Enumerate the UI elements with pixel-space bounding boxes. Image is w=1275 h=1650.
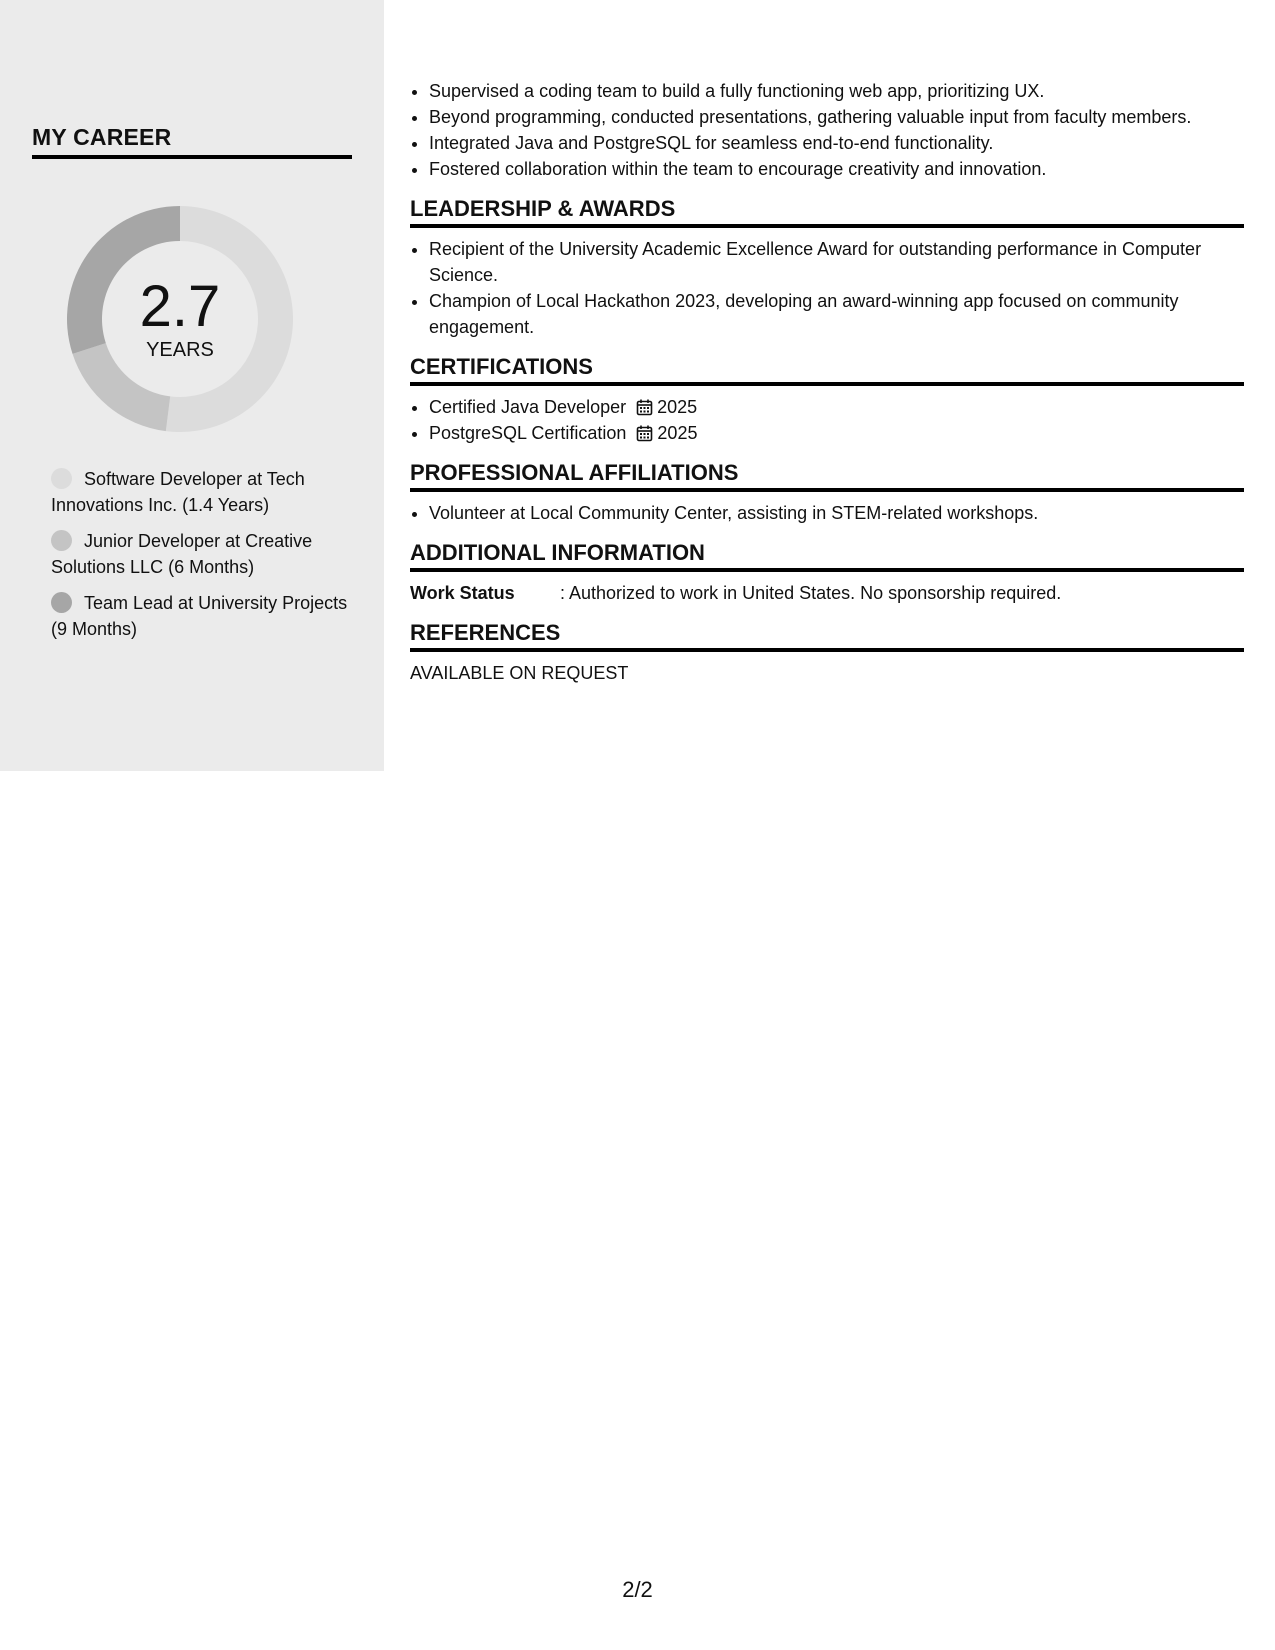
references-text: AVAILABLE ON REQUEST: [410, 663, 629, 683]
references-heading: REFERENCES: [410, 620, 1244, 652]
additional-info-heading: ADDITIONAL INFORMATION: [410, 540, 1244, 572]
total-years-unit: YEARS: [146, 339, 214, 361]
page-number: 2/2: [622, 1577, 653, 1602]
bullet-item: • Fostered collaboration within the team to encourage creativity and innovation.: [429, 156, 1244, 182]
leadership-list: [410, 236, 1244, 340]
work-status-label: Work Status: [410, 583, 515, 603]
legend-swatch-icon: [51, 468, 72, 489]
resume-main-column: [410, 78, 1244, 686]
legend-item: [51, 590, 351, 642]
certification-year: 2025: [657, 397, 698, 417]
legend-item: [51, 466, 351, 518]
career-donut-chart: [65, 204, 295, 434]
legend-label: Team Lead at University Projects (9 Months): [51, 593, 348, 639]
work-status-value: : Authorized to work in United States. No sponsorship required.: [560, 583, 1062, 603]
bullet-item: • Recipient of the University Academic Excellence Award for outstanding performance in Computer Science.: [429, 236, 1244, 288]
career-sidebar: [0, 0, 384, 771]
legend-label: Software Developer at Tech Innovations Inc. (1.4 Years): [51, 469, 305, 515]
affiliations-list: [410, 500, 1244, 526]
certification-item: [429, 394, 1244, 420]
certifications-heading: CERTIFICATIONS: [410, 354, 1244, 386]
legend-swatch-icon: [51, 592, 72, 613]
experience-bullets: [410, 78, 1244, 182]
bullet-item: • Supervised a coding team to build a fully functioning web app, prioritizing UX.: [429, 78, 1244, 104]
certification-name: Certified Java Developer: [429, 397, 627, 417]
bullet-item: • Champion of Local Hackathon 2023, developing an award-winning app focused on community engagement.: [429, 288, 1244, 340]
bullet-item: • Integrated Java and PostgreSQL for seamless end-to-end functionality.: [429, 130, 1244, 156]
work-status-row: [410, 580, 1244, 606]
certification-name: PostgreSQL Certification: [429, 423, 627, 443]
bullet-item: • Beyond programming, conducted presentations, gathering valuable input from faculty members.: [429, 104, 1244, 130]
leadership-heading: LEADERSHIP & AWARDS: [410, 196, 1244, 228]
bullet-item: • Volunteer at Local Community Center, assisting in STEM-related workshops.: [429, 500, 1244, 526]
career-title: MY CAREER: [32, 124, 352, 159]
calendar-icon: [636, 425, 653, 442]
certifications-list: [410, 394, 1244, 446]
calendar-icon: [636, 399, 653, 416]
career-legend: [51, 466, 351, 652]
total-years-value: 2.7: [139, 274, 221, 339]
legend-swatch-icon: [51, 530, 72, 551]
certification-item: [429, 420, 1244, 446]
certification-year: 2025: [657, 423, 698, 443]
legend-label: Junior Developer at Creative Solutions LLC (6 Months): [51, 531, 313, 577]
affiliations-heading: PROFESSIONAL AFFILIATIONS: [410, 460, 1244, 492]
legend-item: [51, 528, 351, 580]
